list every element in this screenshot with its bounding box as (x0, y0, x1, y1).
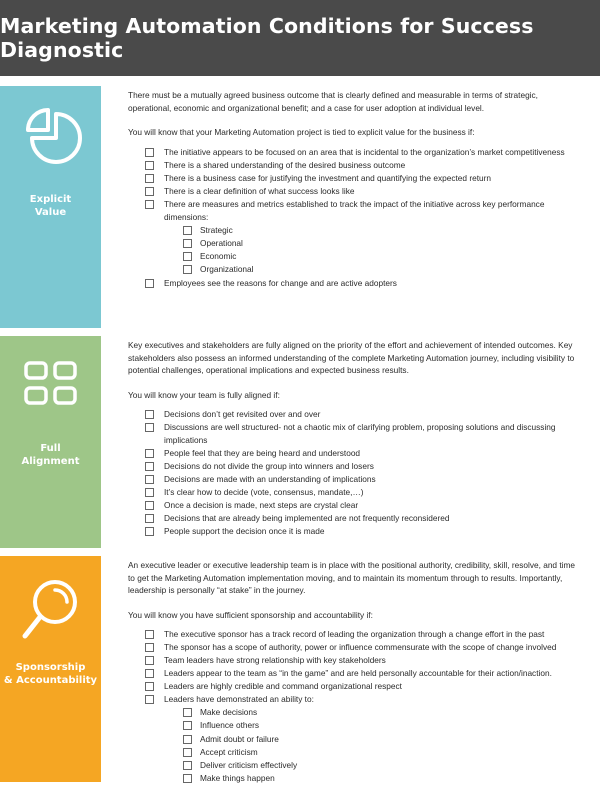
checkbox[interactable] (145, 187, 154, 196)
band-label-line: Sponsorship (15, 662, 86, 673)
band-label-line: Value (34, 207, 67, 218)
checkbox[interactable] (145, 656, 154, 665)
checkbox[interactable] (145, 423, 154, 432)
magnifier-icon (21, 578, 81, 644)
checklist-item[interactable] (128, 185, 583, 198)
checklist-item[interactable] (128, 159, 583, 172)
section-lead: You will know that your Marketing Automation project is tied to explicit value for the business if: (128, 127, 475, 137)
checkbox[interactable] (145, 695, 154, 704)
sub-checklist-item[interactable] (128, 237, 583, 250)
checkbox[interactable] (183, 761, 192, 770)
checklist-item-text: There is a clear definition of what success looks like (164, 185, 355, 196)
checklist-item[interactable] (128, 460, 583, 473)
sub-checklist-item[interactable] (128, 224, 583, 237)
checklist-item-text: The executive sponsor has a track record of leading the organization through a change effort in the past (164, 629, 545, 639)
checklist (128, 277, 583, 290)
band-label-line: & Accountability (3, 675, 98, 686)
checklist-item[interactable] (128, 486, 583, 499)
sub-checklist-item-text: Influence others (200, 720, 260, 731)
checkbox[interactable] (145, 514, 154, 523)
checklist-item-text: There is a business case for justifying the investment and quantifying the expected return (164, 172, 491, 183)
checklist-item-text: Discussions are well structured- not a chaotic mix of clarifying problem, proposing solutions and discussing implications (164, 422, 556, 445)
checklist-item[interactable] (128, 198, 583, 224)
checklist-item[interactable] (128, 654, 583, 667)
section-intro: There must be a mutually agreed business outcome that is clearly defined and measurable in terms of strategic, operational, economic and organizational benefit; and a case for user adoption at individual level. (128, 90, 538, 113)
sub-checklist-item[interactable] (128, 263, 583, 276)
checklist-item[interactable] (128, 628, 583, 641)
checkbox[interactable] (145, 488, 154, 497)
sub-checklist-item[interactable] (128, 772, 583, 785)
sub-checklist-item[interactable] (128, 733, 583, 746)
checklist-item[interactable] (128, 512, 583, 525)
checklist-item[interactable] (128, 693, 583, 706)
checkbox[interactable] (183, 721, 192, 730)
section-intro: An executive leader or executive leadership team is in place with the positional authority, credibility, skill, resolve, and time to get the Marketing Automation implementation moving, and to maintain its momentum through to results. Importantly, leadership is personally “at stake” in the journey. (128, 560, 576, 595)
section-intro: Key executives and stakeholders are fully aligned on the priority of the effort and achievement of intended outcomes. Key stakeholders also possess an informed understanding of the complete Marketing Automation journey, including visibility to potential challenges, operational implications and expected business results. (128, 340, 575, 375)
checkbox[interactable] (183, 748, 192, 757)
checklist-item-text: It’s clear how to decide (vote, consensus, mandate,…) (164, 487, 364, 497)
checklist-item[interactable] (128, 525, 583, 538)
full-alignment-section (128, 339, 583, 538)
checklist-item-text: Leaders are highly credible and command organizational respect (164, 681, 402, 691)
checkbox[interactable] (183, 708, 192, 717)
checkbox[interactable] (145, 501, 154, 510)
checklist-item[interactable] (128, 421, 583, 447)
checkbox[interactable] (145, 174, 154, 183)
sub-checklist-item[interactable] (128, 250, 583, 263)
checklist-item-text: Leaders have demonstrated an ability to: (164, 694, 314, 704)
sub-checklist-item-text: Organizational (200, 264, 254, 275)
checklist-item[interactable] (128, 680, 583, 693)
checklist-item-text: Decisions are made with an understanding of implications (164, 474, 376, 484)
checkbox[interactable] (145, 410, 154, 419)
checkbox[interactable] (145, 462, 154, 471)
sub-checklist-item-text: Economic (200, 251, 237, 262)
checkbox[interactable] (145, 148, 154, 157)
sub-checklist-item-text: Admit doubt or failure (200, 733, 279, 744)
sub-checklist-item-text: Make things happen (200, 773, 275, 784)
checklist-item-text: Leaders appear to the team as “in the game” and are held personally accountable for their action/inaction. (164, 668, 552, 678)
checklist-item-text: Once a decision is made, next steps are crystal clear (164, 500, 359, 510)
section-lead: You will know you have sufficient sponsorship and accountability if: (128, 609, 373, 620)
checklist-item[interactable] (128, 641, 583, 654)
sub-checklist-item-text: Operational (200, 237, 243, 248)
checklist-item[interactable] (128, 146, 583, 159)
checkbox[interactable] (145, 643, 154, 652)
checklist-item[interactable] (128, 667, 583, 680)
checkbox[interactable] (145, 449, 154, 458)
checkbox[interactable] (183, 239, 192, 248)
checkbox[interactable] (145, 630, 154, 639)
checklist-item-text: Employees see the reasons for change and are active adopters (164, 277, 397, 288)
band-label-line: Full (40, 443, 61, 454)
sub-checklist-item-text: Deliver criticism effectively (200, 760, 298, 771)
checkbox[interactable] (145, 279, 154, 288)
sponsorship-section (128, 559, 583, 786)
band-label-line: Alignment (21, 456, 80, 467)
section-lead: You will know your team is fully aligned if: (128, 389, 280, 400)
checkbox[interactable] (183, 735, 192, 744)
grid-icon (23, 360, 79, 408)
sub-checklist-item[interactable] (128, 759, 583, 772)
sub-checklist-item[interactable] (128, 719, 583, 732)
checklist-item-text: The initiative appears to be focused on an area that is incidental to the organization’s market competitiveness (164, 146, 565, 157)
checklist-item[interactable] (128, 473, 583, 486)
band-label-line: Explicit (29, 194, 72, 205)
page-title: Marketing Automation Conditions for Success Diagnostic (0, 14, 534, 62)
sponsorship-label (4, 661, 97, 687)
full-alignment-label (22, 442, 80, 468)
checkbox[interactable] (183, 265, 192, 274)
checklist-item-text: Decisions do not divide the group into winners and losers (164, 461, 374, 471)
checklist-item[interactable] (128, 499, 583, 512)
checklist-item[interactable] (128, 172, 583, 185)
checklist (128, 146, 583, 224)
checklist-item-text: People feel that they are being heard and understood (164, 448, 361, 458)
sub-checklist (128, 706, 583, 786)
checkbox[interactable] (145, 200, 154, 209)
checklist-item-text: Decisions don’t get revisited over and over (164, 409, 321, 419)
checkbox[interactable] (145, 682, 154, 691)
sub-checklist (128, 224, 583, 277)
checklist-item-text: Decisions that are already being implemented are not frequently reconsidered (164, 513, 450, 523)
full-alignment-band (0, 336, 101, 548)
explicit-value-section (128, 89, 583, 290)
checklist (128, 408, 583, 538)
checkbox[interactable] (145, 475, 154, 484)
explicit-value-label (30, 193, 71, 219)
checkbox[interactable] (183, 252, 192, 261)
explicit-value-band (0, 86, 101, 328)
checkbox[interactable] (145, 161, 154, 170)
checklist-item-text: Team leaders have strong relationship with key stakeholders (164, 655, 386, 665)
checklist-item[interactable] (128, 447, 583, 460)
checklist-item[interactable] (128, 408, 583, 421)
checklist (128, 628, 583, 706)
sub-checklist-item-text: Strategic (200, 224, 233, 235)
checkbox[interactable] (145, 527, 154, 536)
checklist-item-text: There are measures and metrics established to track the impact of the initiative across key performance dimensions: (164, 198, 545, 222)
checkbox[interactable] (183, 226, 192, 235)
sub-checklist-item[interactable] (128, 706, 583, 719)
sub-checklist-item[interactable] (128, 746, 583, 759)
pie-chart-icon (19, 105, 83, 169)
header-banner (0, 0, 600, 76)
checklist-item-text: People support the decision once it is made (164, 526, 325, 536)
checkbox[interactable] (183, 774, 192, 783)
checklist-item-text: The sponsor has a scope of authority, power or influence commensurate with the scope of change involved (164, 642, 557, 652)
checkbox[interactable] (145, 669, 154, 678)
sponsorship-band (0, 556, 101, 782)
sub-checklist-item-text: Accept criticism (200, 746, 258, 757)
checklist-item[interactable] (128, 277, 583, 290)
sub-checklist-item-text: Make decisions (200, 707, 258, 717)
checklist-item-text: There is a shared understanding of the desired business outcome (164, 159, 406, 170)
